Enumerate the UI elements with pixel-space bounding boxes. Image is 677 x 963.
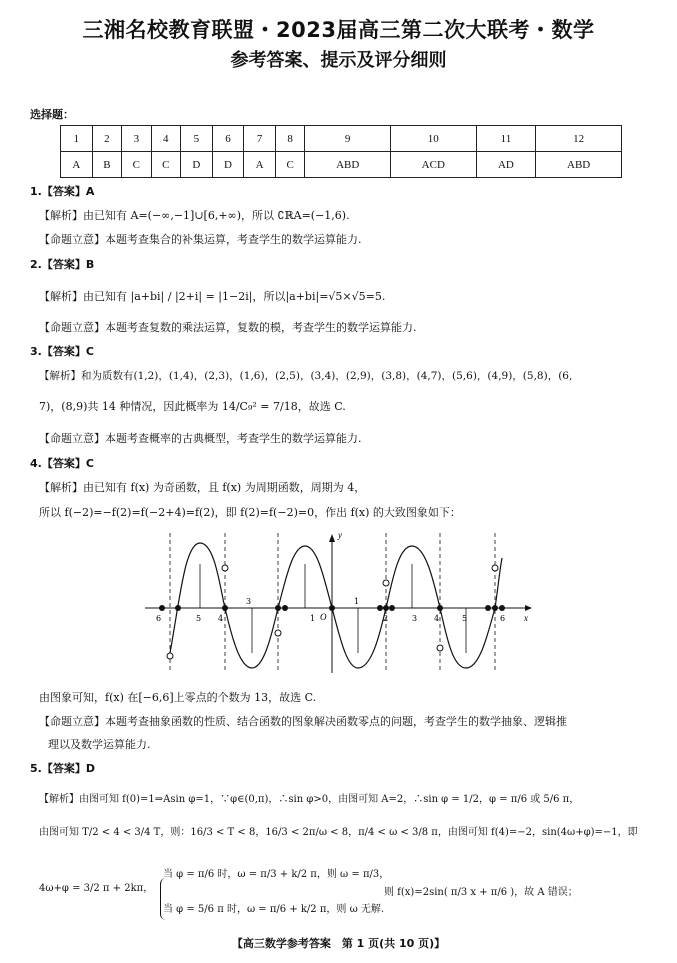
table-cell: 11	[476, 126, 536, 152]
q5-answer: 5.【答案】D	[30, 762, 95, 775]
q2-analysis: 【解析】由已知有 |a+bi| / |2+i| = |1−2i|，所以|a+bi|=√5×√5=5.	[39, 290, 386, 303]
y-axis-arrow	[329, 534, 335, 542]
table-cell: ABD	[536, 152, 622, 178]
table-cell: 7	[244, 126, 276, 152]
x-axis-label: x	[524, 613, 528, 623]
q1-intent: 【命题立意】本题考查集合的补集运算，考查学生的数学运算能力.	[39, 233, 362, 246]
zero-point	[159, 605, 165, 611]
zero-point	[492, 605, 498, 611]
curve-segment	[170, 543, 225, 653]
table-cell: ACD	[390, 152, 476, 178]
choice-section-label: 选择题：	[30, 108, 74, 121]
tick-label: 4	[218, 614, 224, 623]
table-cell: 12	[536, 126, 622, 152]
open-point	[492, 565, 498, 571]
q1-answer: 1.【答案】A	[30, 185, 95, 198]
zero-point	[275, 605, 281, 611]
q3-analysis-line1: 【解析】和为质数有(1,2)，(1,4)，(2,3)，(1,6)，(2,5)，(3,4)，(2,9)，(3,8)，(4,7)，(5,6)，(4,9)，(5,8)，(6,	[39, 370, 573, 382]
zero-point	[383, 605, 389, 611]
table-cell: 9	[305, 126, 391, 152]
table-cell: 5	[181, 126, 213, 152]
table-cell: 2	[92, 126, 121, 152]
zero-point	[222, 605, 228, 611]
q4-answer: 4.【答案】C	[30, 457, 94, 470]
answer-table-number-row	[61, 126, 622, 152]
table-cell: 6	[212, 126, 244, 152]
tick-label: 3	[412, 614, 418, 623]
open-point	[383, 580, 389, 586]
table-cell: ABD	[305, 152, 391, 178]
table-cell: 1	[61, 126, 93, 152]
tick-label: 5	[462, 614, 468, 623]
table-cell: 4	[151, 126, 180, 152]
curve-segment	[332, 608, 389, 668]
q4-result: 由图象可知，f(x) 在[−6,6]上零点的个数为 13，故选 C.	[39, 691, 317, 704]
zero-point	[377, 605, 383, 611]
table-cell: 10	[390, 126, 476, 152]
zero-point	[389, 605, 395, 611]
table-cell: D	[212, 152, 244, 178]
table-cell: D	[181, 152, 213, 178]
table-cell: C	[122, 152, 151, 178]
tick-label: 6	[156, 614, 162, 623]
table-cell: C	[151, 152, 180, 178]
tick-label: 6	[500, 614, 506, 623]
curve-segment	[440, 558, 502, 668]
open-point	[275, 630, 281, 636]
y-axis-label: y	[338, 530, 342, 540]
q5-analysis-line1: 【解析】由图可知 f(0)=1⇒Asin φ=1，∵φ∈(0,π)，∴sin φ>0，由图可知 A=2，∴sin φ = 1/2，φ = π/6 或 5/6 π，	[39, 794, 580, 805]
q4-intent-line2: 理以及数学运算能力.	[48, 738, 151, 751]
table-cell: A	[61, 152, 93, 178]
page-subtitle: 参考答案、提示及评分细则	[230, 50, 447, 71]
open-point	[167, 653, 173, 659]
q4-analysis-line1: 【解析】由已知有 f(x) 为奇函数，且 f(x) 为周期函数，周期为 4，	[39, 481, 366, 494]
q4-intent-line1: 【命题立意】本题考查抽象函数的性质、结合函数的图象解决函数零点的问题，考查学生的数学抽象、逻辑推	[39, 715, 567, 728]
tick-label: 1	[354, 597, 360, 606]
curve-segment	[386, 546, 440, 608]
tick-label: 2	[383, 614, 389, 623]
function-graph	[140, 528, 540, 678]
page-footer: 【高三数学参考答案 第 1 页(共 10 页)】	[231, 937, 446, 950]
tick-label: 4	[434, 614, 440, 623]
curve-segment	[225, 608, 278, 668]
table-cell: B	[92, 152, 121, 178]
q5-analysis-line2: 由图可知 T/2 < 4 < 3/4 T，则：16/3 < T < 8，16/3 < 2π/ω < 8，π/4 < ω < 3/8 π，由图可知 f(4)=−2，sin(4ω+φ)=−1，即	[39, 827, 638, 838]
q2-intent: 【命题立意】本题考查复数的乘法运算，复数的模，考查学生的数学运算能力.	[39, 321, 417, 334]
tick-label: 1	[310, 614, 316, 623]
zero-point	[499, 605, 505, 611]
page-title: 三湘名校教育联盟・2023届高三第二次大联考・数学	[82, 18, 595, 42]
table-cell: A	[244, 152, 276, 178]
q5-case-1: 当 φ = π/6 时，ω = π/3 + k/2 π，则 ω = π/3，	[163, 869, 390, 880]
tick-label: 3	[246, 597, 252, 606]
q4-analysis-line2: 所以 f(−2)=−f(2)=f(−2+4)=f(2)，即 f(2)=f(−2)=0，作出 f(x) 的大致图象如下：	[39, 506, 461, 519]
zero-point	[485, 605, 491, 611]
answer-table-answer-row	[61, 152, 622, 178]
tick-label: 5	[196, 614, 202, 623]
zero-point	[282, 605, 288, 611]
q5-equation-left: 4ω+φ = 3/2 π + 2kπ，	[39, 883, 154, 894]
answer-table	[60, 125, 622, 178]
table-cell: 3	[122, 126, 151, 152]
q5-equation-right: 则 f(x)=2sin( π/3 x + π/6 )，故 A 错误；	[384, 887, 578, 898]
zero-point	[175, 605, 181, 611]
zero-point	[329, 605, 335, 611]
q3-intent: 【命题立意】本题考查概率的古典概型，考查学生的数学运算能力.	[39, 432, 362, 445]
q3-analysis-line2: 7)，(8,9)共 14 种情况，因此概率为 14/C₉² = 7/18，故选 C.	[39, 400, 346, 413]
x-axis-arrow	[525, 605, 532, 611]
q5-case-2: 当 φ = 5/6 π 时，ω = π/6 + k/2 π，则 ω 无解.	[163, 904, 385, 915]
table-cell: AD	[476, 152, 536, 178]
table-cell: C	[275, 152, 304, 178]
q3-answer: 3.【答案】C	[30, 345, 94, 358]
open-point	[437, 645, 443, 651]
zero-point	[437, 605, 443, 611]
origin-label: O	[320, 612, 327, 622]
open-point	[222, 565, 228, 571]
q1-analysis: 【解析】由已知有 A=(−∞,−1]∪[6,+∞)，所以 ∁ℝA=(−1,6).	[39, 209, 350, 222]
q2-answer: 2.【答案】B	[30, 258, 95, 271]
table-cell: 8	[275, 126, 304, 152]
